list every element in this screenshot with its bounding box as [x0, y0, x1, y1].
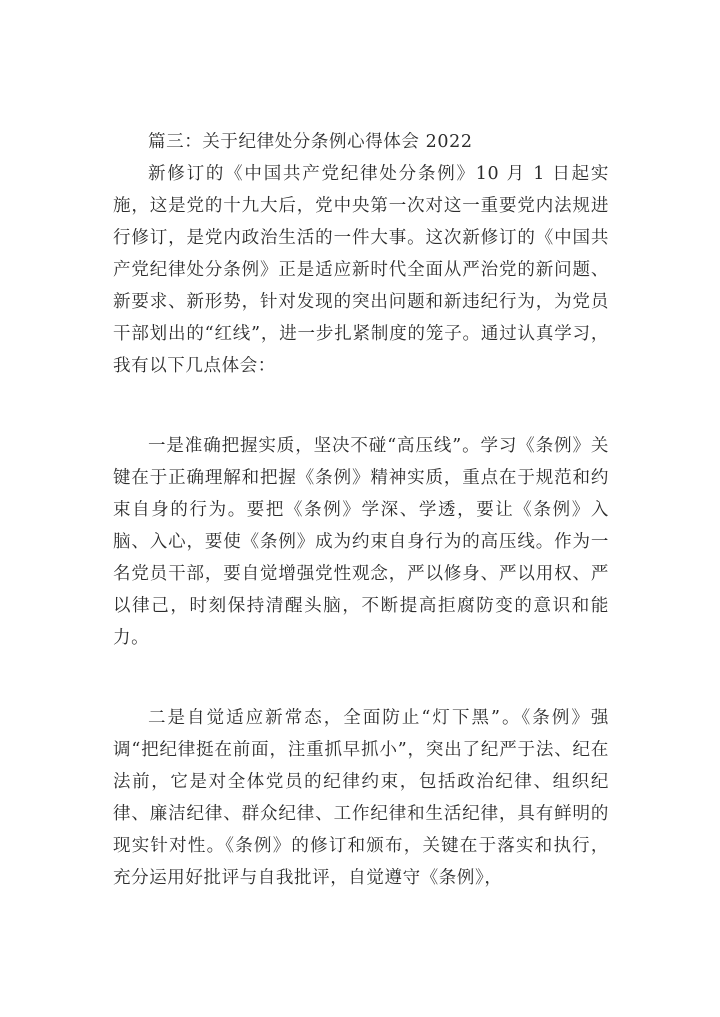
paragraph-intro: 新修订的《中国共产党纪律处分条例》10 月 1 日起实施，这是党的十九大后，党中央第一次对这一重要党内法规进行修订，是党内政治生活的一件大事。这次新修订的《中国共产党纪律处分条例》正是适应新时代全面从严治党的新问题、新要求、新形势，针对发现的突出问题和新违纪行为，为党员干部划出的“红线”，进一步扎紧制度的笼子。通过认真学习，我有以下几点体会： — [113, 164, 609, 376]
document-title: 篇三：关于纪律处分条例心得体会 2022 — [148, 132, 473, 152]
paragraph-point-one: 一是准确把握实质，坚决不碰“高压线”。学习《条例》关键在于正确理解和把握《条例》精神实质，重点在于规范和约束自身的行为。要把《条例》学深、学透，要让《条例》入脑、入心，要使《条例》成为约束自身行为的高压线。作为一名党员干部，要自觉增强党性观念，严以修身、严以用权、严以律己，时刻保持清醒头脑，不断提高拒腐防变的意识和能力。 — [113, 436, 609, 648]
paragraph-point-two: 二是自觉适应新常态，全面防止“灯下黑”。《条例》强调“把纪律挺在前面，注重抓早抓小”，突出了纪严于法、纪在法前，它是对全体党员的纪律约束，包括政治纪律、组织纪律、廉洁纪律、群众纪律、工作纪律和生活纪律，具有鲜明的现实针对性。《条例》的修订和颁布，关键在于落实和执行，充分运用好批评与自我批评，自觉遵守《条例》， — [113, 708, 609, 888]
